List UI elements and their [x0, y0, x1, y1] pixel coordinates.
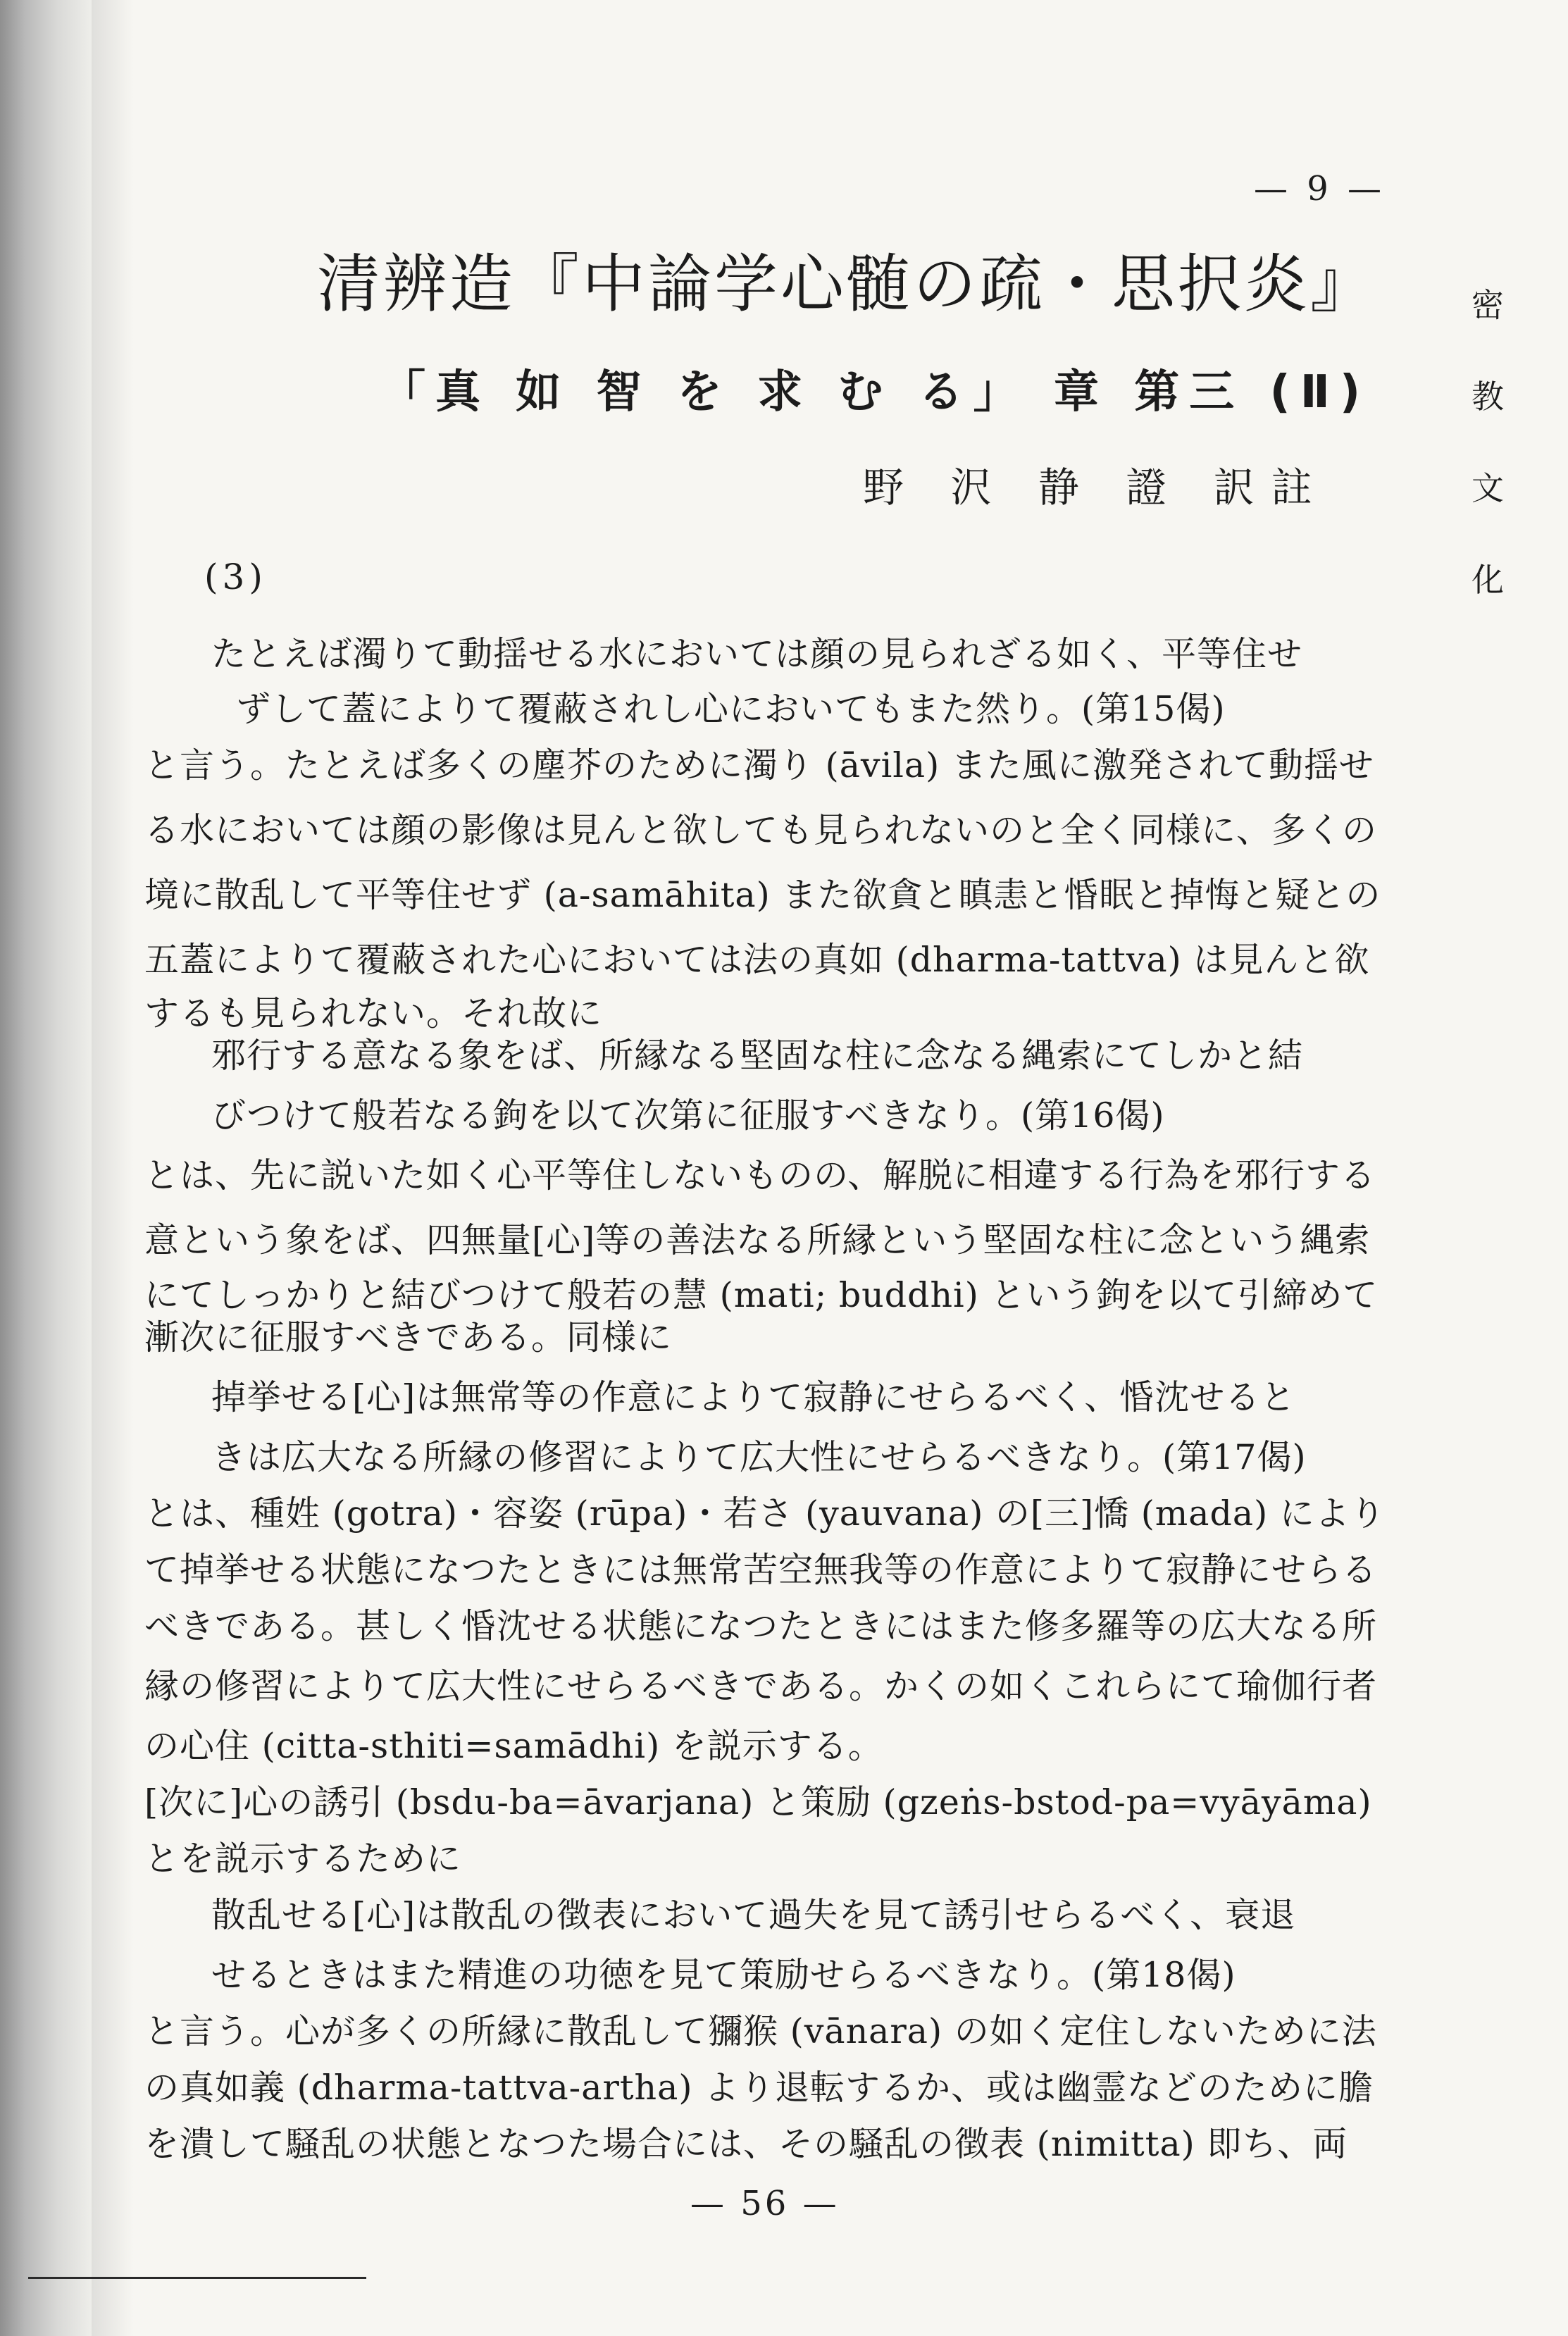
body-line: たとえば濁りて動揺せる水においては顔の見られざる如く、平等住せ [211, 634, 1303, 674]
article-subtitle: 「真 如 智 を 求 む る」 章 第三 (Ⅱ) [380, 366, 1371, 418]
book-spine-fade [92, 0, 134, 2336]
body-line: [次に]心の誘引 (bsdu-ba=āvarjana) と策励 (gzeṅs-bstod-pa=vyāyāma) [144, 1782, 1372, 1822]
journal-title-char: 文 [1471, 469, 1504, 507]
body-line: するも見られない。それ故に [144, 993, 603, 1033]
body-line: の真如義 (dharma-tattva-artha) より退転するか、或は幽霊などのために膽 [144, 2068, 1374, 2108]
body-line: とは、先に説いた如く心平等住しないものの、解脱に相違する行為を邪行する [144, 1155, 1376, 1195]
body-line: て掉挙せる状態になつたときには無常苦空無我等の作意によりて寂静にせらる [144, 1550, 1378, 1590]
body-line: とを説示するために [144, 1839, 462, 1879]
body-line: せるときはまた精進の功徳を見て策励せらるべきなり。(第18偈) [211, 1955, 1236, 1995]
body-line: 漸次に征服すべきである。同様に [144, 1317, 673, 1358]
body-line: 邪行する意なる象をば、所縁なる堅固な柱に念なる縄索にてしかと結 [211, 1036, 1304, 1076]
journal-title-vertical [1465, 259, 1510, 626]
section-number: (3) [204, 557, 267, 597]
body-line: ずして蓋によりて覆蔽されし心においてもまた然り。(第15偈) [236, 689, 1226, 729]
page-number-bottom: — 56 — [690, 2184, 840, 2223]
body-line: にてしっかりと結びつけて般若の慧 (mati; buddhi) という鉤を以て引締めて [144, 1275, 1379, 1315]
journal-title-char: 教 [1471, 378, 1504, 416]
article-title: 清辨造『中論学心髄の疏・思択炎』 [317, 247, 1376, 321]
body-line: 意という象をば、四無量[心]等の善法なる所縁という堅固な柱に念という縄索 [144, 1220, 1371, 1260]
book-spine-shadow [0, 0, 92, 2336]
body-line: と言う。たとえば多くの塵芥のために濁り (āvila) また風に激発されて動揺せ [144, 745, 1374, 785]
journal-title-char: 化 [1471, 561, 1504, 599]
body-line: 散乱せる[心]は散乱の徴表において過失を見て誘引せらるべく、衰退 [211, 1895, 1296, 1935]
body-line: 掉挙せる[心]は無常等の作意によりて寂静にせらるべく、惛沈せると [211, 1377, 1296, 1417]
footer-divider [28, 2277, 366, 2279]
body-line: 五蓋によりて覆蔽された心においては法の真如 (dharma-tattva) は見んと欲 [144, 940, 1370, 980]
body-line: びつけて般若なる鉤を以て次第に征服すべきなり。(第16偈) [211, 1095, 1165, 1136]
body-line: べきである。甚しく惛沈せる状態になつたときにはまた修多羅等の広大なる所 [144, 1606, 1378, 1646]
body-line: を潰して騒乱の状態となつた場合には、その騒乱の徴表 (nimitta) 即ち、両 [144, 2124, 1348, 2164]
page-number-top: — 9 — [1254, 169, 1386, 209]
body-line: きは広大なる所縁の修習によりて広大性にせらるべきなり。(第17偈) [211, 1437, 1307, 1477]
body-line: 縁の修習によりて広大性にせらるべきである。かくの如くこれらにて瑜伽行者 [144, 1666, 1378, 1706]
journal-title-char: 密 [1471, 286, 1504, 324]
body-line: とは、種姓 (gotra)・容姿 (rūpa)・若さ (yauvana) の[三]憍 (mada) により [144, 1493, 1386, 1534]
body-line: る水においては顔の影像は見んと欲しても見られないのと全く同様に、多くの [144, 810, 1378, 850]
body-line: の心住 (citta-sthiti=samādhi) を説示する。 [144, 1726, 883, 1766]
body-line: と言う。心が多くの所縁に散乱して獼猴 (vānara) の如く定住しないために法 [144, 2011, 1377, 2051]
article-author: 野 沢 静 證 訳註 [863, 464, 1329, 511]
body-line: 境に散乱して平等住せず (a-samāhita) また欲貪と瞋恚と惛眠と掉悔と疑との [144, 875, 1381, 915]
